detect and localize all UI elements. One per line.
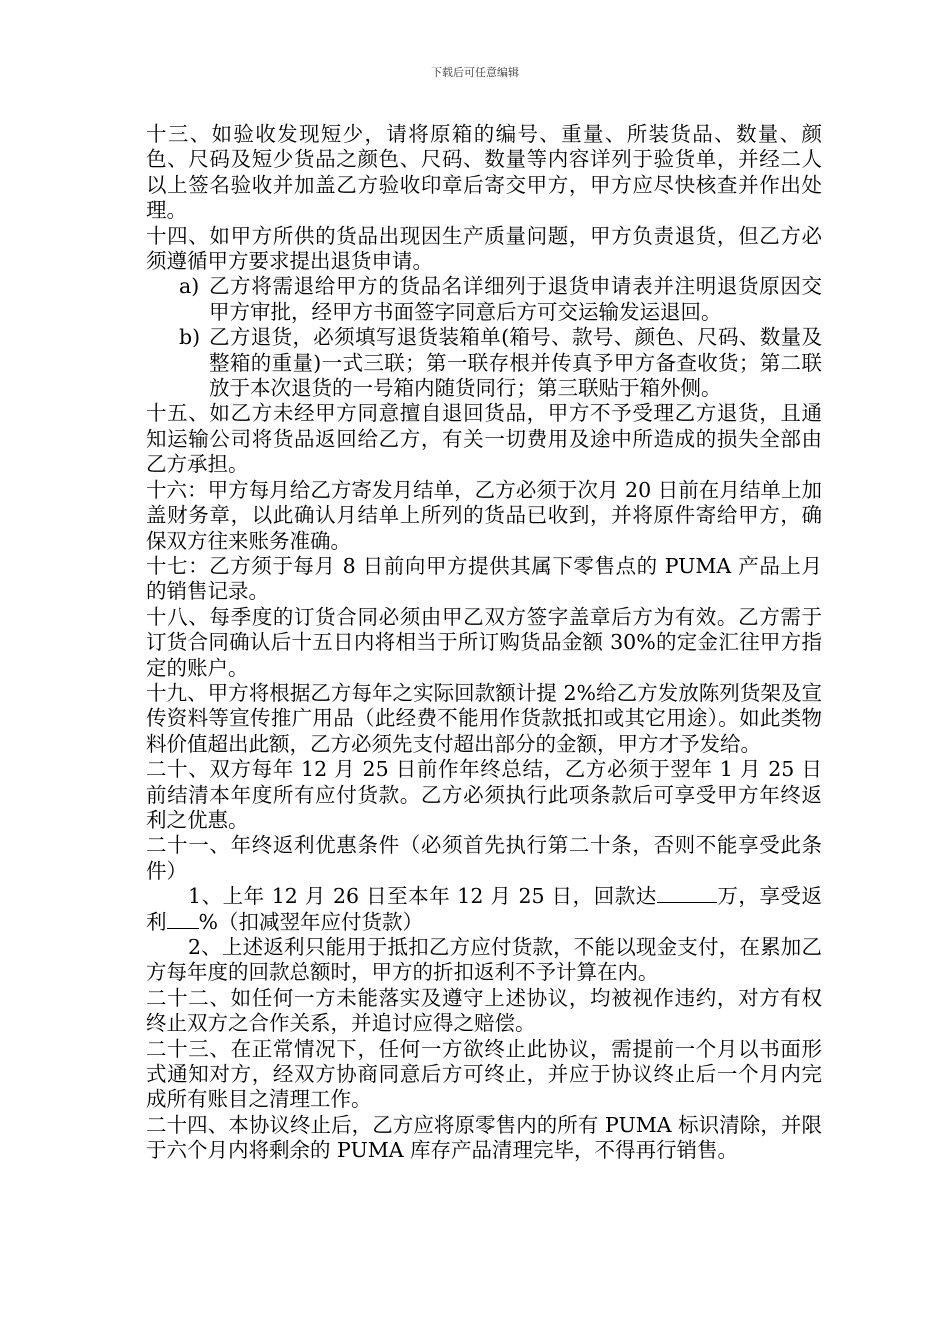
clause-16: 十六：甲方每月给乙方寄发月结单，乙方必须于次月 20 日前在月结单上加盖财务章，以此确认月结单上所列的货品已收到，并将原件寄给甲方，确保双方往来账务准确。 [146, 477, 822, 553]
clause-14-item-a [146, 274, 822, 325]
clause-14-item-b-text: 乙方退货，必须填写退货装箱单(箱号、款号、颜色、尺码、数量及整箱的重量)一式三联；第一联存根并传真予甲方备查收货；第二联放于本次退货的一号箱内随货同行；第三联贴于箱外侧。 [209, 325, 822, 401]
list-marker-a: a) [179, 274, 200, 299]
rebate-percent-blank[interactable] [167, 910, 199, 929]
clause-21-item-1-part-b: 万，享受返利 [146, 884, 823, 934]
clause-15: 十五、如乙方未经甲方同意擅自退回货品，甲方不予受理乙方退货，且通知运输公司将货品返回给乙方，有关一切费用及途中所造成的损失全部由乙方承担。 [146, 401, 822, 477]
clause-23: 二十三、在正常情况下，任何一方欲终止此协议，需提前一个月以书面形式通知对方，经双方协商同意后方可终止，并应于协议终止后一个月内完成所有账目之清理工作。 [146, 1036, 822, 1112]
clause-24: 二十四、本协议终止后，乙方应将原零售内的所有 PUMA 标识清除，并限于六个月内将剩余的 PUMA 库存产品清理完毕，不得再行销售。 [146, 1112, 822, 1163]
clause-22: 二十二、如任何一方未能落实及遵守上述协议，均被视作违约，对方有权终止双方之合作关系，并追讨应得之赔偿。 [146, 985, 822, 1036]
clause-21: 二十一、年终返利优惠条件（必须首先执行第二十条，否则不能享受此条件） [146, 833, 822, 883]
clause-21-item-1-part-c: %（扣减翌年应付货款） [198, 909, 423, 934]
clause-18: 十八、每季度的订货合同必须由甲乙双方签字盖章后方为有效。乙方需于订货合同确认后十五日内将相当于所订购货品金额 30%的定金汇往甲方指定的账户。 [146, 604, 822, 680]
clause-17: 十七：乙方须于每月 8 日前向甲方提供其属下零售点的 PUMA 产品上月的销售记录。 [146, 553, 822, 604]
clause-20: 二十、双方每年 12 月 25 日前作年终总结，乙方必须于翌年 1 月 25 日前结清本年度所有应付货款。乙方必须执行此项条款后可享受甲方年终返利之优惠。 [146, 757, 822, 832]
clause-14-item-a-text: 乙方将需退给甲方的货品名详细列于退货申请表并注明退货原因交甲方审批，经甲方书面签字同意后方可交运输发运退回。 [209, 274, 822, 324]
clause-14-item-b [146, 325, 822, 401]
clause-21-item-1 [146, 884, 822, 935]
document-body [146, 122, 822, 1164]
clause-13: 十三、如验收发现短少，请将原箱的编号、重量、所装货品、数量、颜色、尺码及短少货品之颜色、尺码、数量等内容详列于验货单，并经二人以上签名验收并加盖乙方验收印章后寄交甲方，甲方应尽快核查并作出处理。 [146, 122, 822, 223]
clause-19: 十九、甲方将根据乙方每年之实际回款额计提 2%给乙方发放陈列货架及宣传资料等宣传推广用品（此经费不能用作货款抵扣或其它用途）。如此类物料价值超出此额，乙方必须先支付超出部分的金额，甲方才予发给。 [146, 680, 822, 756]
clause-21-item-2: 2、上述返利只能用于抵扣乙方应付货款，不能以现金支付，在累加乙方每年度的回款总额时，甲方的折扣返利不予计算在内。 [146, 935, 822, 985]
clause-14: 十四、如甲方所供的货品出现因生产质量问题，甲方负责退货，但乙方必须遵循甲方要求提出退货申请。 [146, 223, 822, 274]
clause-21-item-1-part-a: 1、上年 12 月 26 日至本年 12 月 25 日，回款达 [188, 884, 657, 909]
page-header: 下载后可任意编辑 [431, 66, 519, 79]
amount-blank[interactable] [657, 884, 717, 903]
list-marker-b: b) [179, 325, 201, 350]
